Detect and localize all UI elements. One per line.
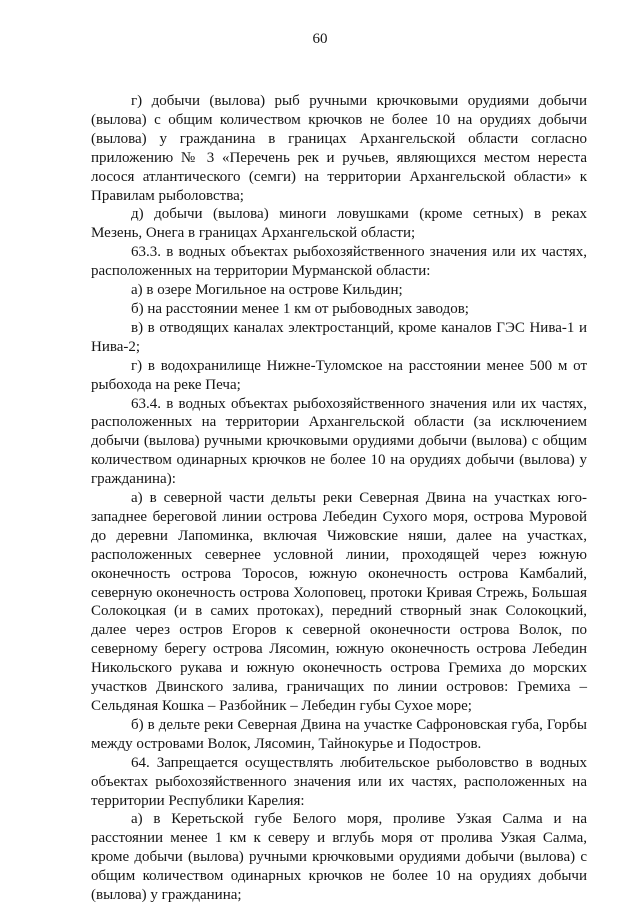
document-body (91, 92, 587, 905)
paragraph-63-4-b: б) в дельте реки Северная Двина на участке Сафроновская губа, Горбы между островами Волок, Лясомин, Тайнокурье и Подостров. (91, 716, 587, 752)
paragraph-63-4: 63.4. в водных объектах рыбохозяйственного значения или их частях, расположенных на территории Архангельской области (за исключением добычи (вылова) ручными крючковыми орудиями добычи (вылова) с общим количеством одинарных крючков не более 10 на орудиях добычи (вылова) у гражданина): (91, 395, 587, 488)
paragraph-d-lamprey: д) добычи (вылова) миноги ловушками (кроме сетных) в реках Мезень, Онега в границах Архангельской области; (91, 206, 587, 242)
paragraph-63-3: 63.3. в водных объектах рыбохозяйственного значения или их частях, расположенных на территории Мурманской области: (91, 244, 587, 280)
paragraph-63-4-a: а) в северной части дельты реки Северная Двина на участках юго-западнее береговой линии острова Лебедин Сухого моря, острова Муровой до деревни Лапоминка, включая Чижовские няши, далее на участках, расположенных севернее условной линии, проходящей через южную оконечность острова Торосов, южную оконечность острова Камбалий, северную оконечность острова Холоповец, протоки Кривая Стрежь, Большая Солокоцкая (и в самих протоках), передний створный знак Солокоцкий, далее через остров Егоров к северной оконечности острова Волок, по северному берегу острова Лясомин, южную оконечность острова Лебедин Никольского рукава и южную оконечность острова Гремиха до морских участков Двинского залива, граничащих по линии островов: Гремиха – Сельдяная Кошка – Разбойник – Лебедин губы Сухое море; (91, 490, 587, 714)
paragraph-63-3-g: г) в водохранилище Нижне-Туломское на расстоянии менее 500 м от рыбохода на реке Печа; (91, 357, 587, 393)
paragraph-63-3-b: б) на расстоянии менее 1 км от рыбоводных заводов; (131, 300, 469, 317)
paragraph-64-a: а) в Керетьской губе Белого моря, проливе Узкая Салма и на расстоянии менее 1 км к северу и вглубь моря от пролива Узкая Салма, кроме добычи (вылова) ручными крючковыми орудиями добычи (вылова) с общим количеством одинарных крючков не более 10 на орудиях добычи (вылова) у гражданина; (91, 811, 587, 904)
paragraph-63-3-a: а) в озере Могильное на острове Кильдин; (131, 282, 403, 299)
paragraph-64: 64. Запрещается осуществлять любительское рыболовство в водных объектах рыбохозяйственного значения или их частях, расположенных на территории Республики Карелия: (91, 754, 587, 809)
paragraph-g-salmon: г) добычи (вылова) рыб ручными крючковыми орудиями добычи (вылова) с общим количеством крючков не более 10 на орудиях добычи (вылова) у гражданина в границах Архангельской области согласно приложению № 3 «Перечень рек и ручьев, являющихся местом нереста лосося атлантического (семги) на территории Архангельской области» к Правилам рыболовства; (91, 93, 587, 204)
page-number: 60 (312, 31, 328, 47)
paragraph-63-3-v: в) в отводящих каналах электростанций, кроме каналов ГЭС Нива-1 и Нива-2; (91, 319, 587, 355)
